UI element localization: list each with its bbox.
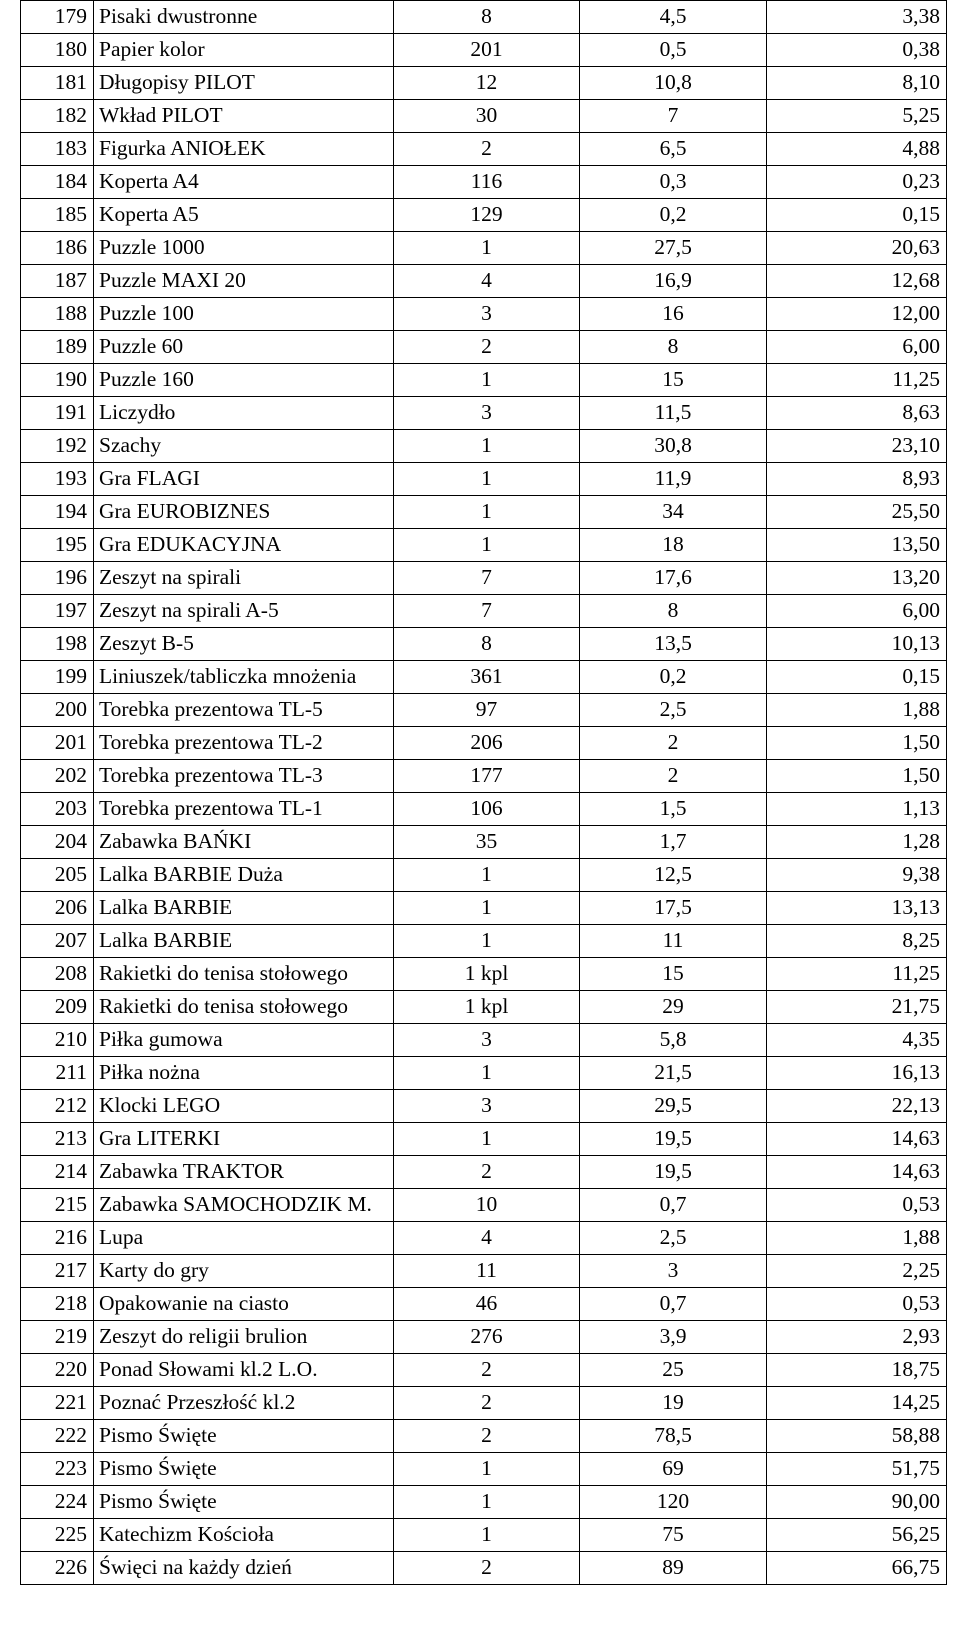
quantity-cell: 1 kpl [394, 958, 580, 991]
row-number-cell: 181 [21, 67, 94, 100]
row-number-cell: 207 [21, 925, 94, 958]
item-name-cell: Ponad Słowami kl.2 L.O. [94, 1354, 394, 1387]
item-name-cell: Liczydło [94, 397, 394, 430]
unit-price-cell: 17,5 [580, 892, 767, 925]
value-cell: 58,88 [767, 1420, 947, 1453]
row-number-cell: 214 [21, 1156, 94, 1189]
unit-price-cell: 0,2 [580, 199, 767, 232]
unit-price-cell: 17,6 [580, 562, 767, 595]
item-name-cell: Piłka nożna [94, 1057, 394, 1090]
quantity-cell: 1 [394, 1123, 580, 1156]
quantity-cell: 97 [394, 694, 580, 727]
value-cell: 8,25 [767, 925, 947, 958]
value-cell: 2,93 [767, 1321, 947, 1354]
table-row [21, 1453, 947, 1486]
row-number-cell: 216 [21, 1222, 94, 1255]
item-name-cell: Zeszyt do religii brulion [94, 1321, 394, 1354]
unit-price-cell: 16,9 [580, 265, 767, 298]
value-cell: 22,13 [767, 1090, 947, 1123]
quantity-cell: 2 [394, 1552, 580, 1585]
item-name-cell: Zabawka BAŃKI [94, 826, 394, 859]
value-cell: 23,10 [767, 430, 947, 463]
table-row [21, 34, 947, 67]
quantity-cell: 7 [394, 595, 580, 628]
table-row [21, 1222, 947, 1255]
item-name-cell: Torebka prezentowa TL-2 [94, 727, 394, 760]
unit-price-cell: 18 [580, 529, 767, 562]
row-number-cell: 200 [21, 694, 94, 727]
row-number-cell: 219 [21, 1321, 94, 1354]
unit-price-cell: 27,5 [580, 232, 767, 265]
row-number-cell: 209 [21, 991, 94, 1024]
row-number-cell: 194 [21, 496, 94, 529]
quantity-cell: 10 [394, 1189, 580, 1222]
quantity-cell: 276 [394, 1321, 580, 1354]
item-name-cell: Puzzle 1000 [94, 232, 394, 265]
value-cell: 1,50 [767, 727, 947, 760]
item-name-cell: Lalka BARBIE [94, 925, 394, 958]
table-row [21, 133, 947, 166]
table-row [21, 595, 947, 628]
row-number-cell: 218 [21, 1288, 94, 1321]
quantity-cell: 1 [394, 364, 580, 397]
item-name-cell: Klocki LEGO [94, 1090, 394, 1123]
item-name-cell: Lupa [94, 1222, 394, 1255]
value-cell: 12,68 [767, 265, 947, 298]
inventory-table-body [21, 1, 947, 1585]
quantity-cell: 11 [394, 1255, 580, 1288]
value-cell: 66,75 [767, 1552, 947, 1585]
value-cell: 6,00 [767, 331, 947, 364]
table-row [21, 760, 947, 793]
table-row [21, 1057, 947, 1090]
row-number-cell: 179 [21, 1, 94, 34]
table-row [21, 1, 947, 34]
table-row [21, 859, 947, 892]
value-cell: 13,20 [767, 562, 947, 595]
unit-price-cell: 13,5 [580, 628, 767, 661]
table-row [21, 364, 947, 397]
item-name-cell: Zeszyt B-5 [94, 628, 394, 661]
value-cell: 18,75 [767, 1354, 947, 1387]
quantity-cell: 116 [394, 166, 580, 199]
item-name-cell: Torebka prezentowa TL-1 [94, 793, 394, 826]
item-name-cell: Rakietki do tenisa stołowego [94, 991, 394, 1024]
quantity-cell: 1 [394, 529, 580, 562]
row-number-cell: 195 [21, 529, 94, 562]
row-number-cell: 188 [21, 298, 94, 331]
row-number-cell: 211 [21, 1057, 94, 1090]
quantity-cell: 1 [394, 859, 580, 892]
unit-price-cell: 0,7 [580, 1189, 767, 1222]
item-name-cell: Rakietki do tenisa stołowego [94, 958, 394, 991]
quantity-cell: 1 kpl [394, 991, 580, 1024]
quantity-cell: 1 [394, 430, 580, 463]
value-cell: 4,88 [767, 133, 947, 166]
table-row [21, 67, 947, 100]
item-name-cell: Torebka prezentowa TL-5 [94, 694, 394, 727]
value-cell: 1,88 [767, 694, 947, 727]
item-name-cell: Puzzle 60 [94, 331, 394, 364]
table-row [21, 430, 947, 463]
item-name-cell: Torebka prezentowa TL-3 [94, 760, 394, 793]
item-name-cell: Gra EUROBIZNES [94, 496, 394, 529]
table-row [21, 1024, 947, 1057]
quantity-cell: 2 [394, 133, 580, 166]
unit-price-cell: 15 [580, 364, 767, 397]
value-cell: 1,28 [767, 826, 947, 859]
row-number-cell: 199 [21, 661, 94, 694]
item-name-cell: Wkład PILOT [94, 100, 394, 133]
item-name-cell: Długopisy PILOT [94, 67, 394, 100]
quantity-cell: 201 [394, 34, 580, 67]
item-name-cell: Koperta A5 [94, 199, 394, 232]
quantity-cell: 8 [394, 628, 580, 661]
value-cell: 20,63 [767, 232, 947, 265]
row-number-cell: 186 [21, 232, 94, 265]
unit-price-cell: 6,5 [580, 133, 767, 166]
table-row [21, 793, 947, 826]
value-cell: 8,63 [767, 397, 947, 430]
row-number-cell: 213 [21, 1123, 94, 1156]
value-cell: 9,38 [767, 859, 947, 892]
row-number-cell: 197 [21, 595, 94, 628]
unit-price-cell: 5,8 [580, 1024, 767, 1057]
table-row [21, 1288, 947, 1321]
table-row [21, 661, 947, 694]
quantity-cell: 4 [394, 1222, 580, 1255]
table-row [21, 397, 947, 430]
table-row [21, 925, 947, 958]
value-cell: 0,53 [767, 1288, 947, 1321]
value-cell: 13,13 [767, 892, 947, 925]
row-number-cell: 223 [21, 1453, 94, 1486]
unit-price-cell: 29 [580, 991, 767, 1024]
item-name-cell: Pismo Święte [94, 1420, 394, 1453]
unit-price-cell: 25 [580, 1354, 767, 1387]
unit-price-cell: 10,8 [580, 67, 767, 100]
table-row [21, 100, 947, 133]
row-number-cell: 196 [21, 562, 94, 595]
quantity-cell: 3 [394, 1024, 580, 1057]
unit-price-cell: 1,5 [580, 793, 767, 826]
item-name-cell: Figurka ANIOŁEK [94, 133, 394, 166]
row-number-cell: 190 [21, 364, 94, 397]
quantity-cell: 1 [394, 925, 580, 958]
unit-price-cell: 3,9 [580, 1321, 767, 1354]
unit-price-cell: 78,5 [580, 1420, 767, 1453]
quantity-cell: 1 [394, 463, 580, 496]
value-cell: 0,23 [767, 166, 947, 199]
table-row [21, 1486, 947, 1519]
table-row [21, 727, 947, 760]
unit-price-cell: 21,5 [580, 1057, 767, 1090]
inventory-table [20, 0, 947, 1585]
table-row [21, 166, 947, 199]
value-cell: 8,93 [767, 463, 947, 496]
item-name-cell: Piłka gumowa [94, 1024, 394, 1057]
quantity-cell: 2 [394, 1387, 580, 1420]
unit-price-cell: 89 [580, 1552, 767, 1585]
unit-price-cell: 0,7 [580, 1288, 767, 1321]
unit-price-cell: 19 [580, 1387, 767, 1420]
item-name-cell: Zabawka TRAKTOR [94, 1156, 394, 1189]
unit-price-cell: 16 [580, 298, 767, 331]
item-name-cell: Gra EDUKACYJNA [94, 529, 394, 562]
value-cell: 4,35 [767, 1024, 947, 1057]
table-row [21, 826, 947, 859]
unit-price-cell: 30,8 [580, 430, 767, 463]
quantity-cell: 30 [394, 100, 580, 133]
table-row [21, 1123, 947, 1156]
row-number-cell: 203 [21, 793, 94, 826]
value-cell: 90,00 [767, 1486, 947, 1519]
row-number-cell: 204 [21, 826, 94, 859]
table-row [21, 331, 947, 364]
value-cell: 13,50 [767, 529, 947, 562]
value-cell: 0,15 [767, 199, 947, 232]
value-cell: 11,25 [767, 364, 947, 397]
quantity-cell: 1 [394, 1453, 580, 1486]
quantity-cell: 4 [394, 265, 580, 298]
item-name-cell: Pismo Święte [94, 1453, 394, 1486]
row-number-cell: 217 [21, 1255, 94, 1288]
unit-price-cell: 2 [580, 727, 767, 760]
unit-price-cell: 12,5 [580, 859, 767, 892]
item-name-cell: Zeszyt na spirali A-5 [94, 595, 394, 628]
quantity-cell: 1 [394, 1486, 580, 1519]
quantity-cell: 8 [394, 1, 580, 34]
table-row [21, 892, 947, 925]
unit-price-cell: 34 [580, 496, 767, 529]
item-name-cell: Pisaki dwustronne [94, 1, 394, 34]
item-name-cell: Gra FLAGI [94, 463, 394, 496]
row-number-cell: 193 [21, 463, 94, 496]
row-number-cell: 185 [21, 199, 94, 232]
quantity-cell: 206 [394, 727, 580, 760]
row-number-cell: 192 [21, 430, 94, 463]
value-cell: 11,25 [767, 958, 947, 991]
row-number-cell: 224 [21, 1486, 94, 1519]
quantity-cell: 1 [394, 1057, 580, 1090]
value-cell: 14,63 [767, 1156, 947, 1189]
value-cell: 1,88 [767, 1222, 947, 1255]
item-name-cell: Opakowanie na ciasto [94, 1288, 394, 1321]
table-row [21, 1519, 947, 1552]
row-number-cell: 184 [21, 166, 94, 199]
quantity-cell: 46 [394, 1288, 580, 1321]
row-number-cell: 187 [21, 265, 94, 298]
value-cell: 6,00 [767, 595, 947, 628]
quantity-cell: 1 [394, 496, 580, 529]
unit-price-cell: 2,5 [580, 694, 767, 727]
quantity-cell: 2 [394, 331, 580, 364]
table-row [21, 298, 947, 331]
unit-price-cell: 0,3 [580, 166, 767, 199]
quantity-cell: 12 [394, 67, 580, 100]
unit-price-cell: 0,2 [580, 661, 767, 694]
item-name-cell: Lalka BARBIE [94, 892, 394, 925]
quantity-cell: 3 [394, 298, 580, 331]
value-cell: 0,53 [767, 1189, 947, 1222]
table-row [21, 1552, 947, 1585]
table-row [21, 628, 947, 661]
unit-price-cell: 69 [580, 1453, 767, 1486]
item-name-cell: Pismo Święte [94, 1486, 394, 1519]
unit-price-cell: 75 [580, 1519, 767, 1552]
row-number-cell: 205 [21, 859, 94, 892]
unit-price-cell: 4,5 [580, 1, 767, 34]
table-row [21, 1156, 947, 1189]
unit-price-cell: 3 [580, 1255, 767, 1288]
quantity-cell: 2 [394, 1420, 580, 1453]
row-number-cell: 206 [21, 892, 94, 925]
value-cell: 14,25 [767, 1387, 947, 1420]
quantity-cell: 129 [394, 199, 580, 232]
row-number-cell: 208 [21, 958, 94, 991]
quantity-cell: 106 [394, 793, 580, 826]
unit-price-cell: 19,5 [580, 1156, 767, 1189]
item-name-cell: Katechizm Kościoła [94, 1519, 394, 1552]
table-row [21, 991, 947, 1024]
value-cell: 0,38 [767, 34, 947, 67]
value-cell: 14,63 [767, 1123, 947, 1156]
row-number-cell: 210 [21, 1024, 94, 1057]
quantity-cell: 1 [394, 232, 580, 265]
item-name-cell: Szachy [94, 430, 394, 463]
value-cell: 1,50 [767, 760, 947, 793]
unit-price-cell: 8 [580, 595, 767, 628]
unit-price-cell: 11,9 [580, 463, 767, 496]
table-row [21, 265, 947, 298]
table-row [21, 694, 947, 727]
table-row [21, 496, 947, 529]
value-cell: 10,13 [767, 628, 947, 661]
quantity-cell: 1 [394, 1519, 580, 1552]
value-cell: 1,13 [767, 793, 947, 826]
item-name-cell: Papier kolor [94, 34, 394, 67]
table-row [21, 199, 947, 232]
quantity-cell: 7 [394, 562, 580, 595]
table-row [21, 232, 947, 265]
quantity-cell: 3 [394, 397, 580, 430]
item-name-cell: Karty do gry [94, 1255, 394, 1288]
unit-price-cell: 0,5 [580, 34, 767, 67]
item-name-cell: Puzzle 100 [94, 298, 394, 331]
item-name-cell: Koperta A4 [94, 166, 394, 199]
row-number-cell: 189 [21, 331, 94, 364]
table-row [21, 1387, 947, 1420]
table-row [21, 529, 947, 562]
value-cell: 16,13 [767, 1057, 947, 1090]
table-row [21, 562, 947, 595]
unit-price-cell: 2 [580, 760, 767, 793]
unit-price-cell: 29,5 [580, 1090, 767, 1123]
quantity-cell: 3 [394, 1090, 580, 1123]
table-row [21, 1189, 947, 1222]
unit-price-cell: 1,7 [580, 826, 767, 859]
item-name-cell: Puzzle 160 [94, 364, 394, 397]
row-number-cell: 221 [21, 1387, 94, 1420]
row-number-cell: 222 [21, 1420, 94, 1453]
row-number-cell: 180 [21, 34, 94, 67]
table-row [21, 958, 947, 991]
value-cell: 12,00 [767, 298, 947, 331]
value-cell: 0,15 [767, 661, 947, 694]
item-name-cell: Liniuszek/tabliczka mnożenia [94, 661, 394, 694]
quantity-cell: 2 [394, 1354, 580, 1387]
unit-price-cell: 11 [580, 925, 767, 958]
quantity-cell: 2 [394, 1156, 580, 1189]
table-row [21, 1321, 947, 1354]
row-number-cell: 201 [21, 727, 94, 760]
row-number-cell: 198 [21, 628, 94, 661]
unit-price-cell: 19,5 [580, 1123, 767, 1156]
table-row [21, 463, 947, 496]
unit-price-cell: 15 [580, 958, 767, 991]
row-number-cell: 220 [21, 1354, 94, 1387]
item-name-cell: Zabawka SAMOCHODZIK M. [94, 1189, 394, 1222]
value-cell: 8,10 [767, 67, 947, 100]
row-number-cell: 215 [21, 1189, 94, 1222]
unit-price-cell: 8 [580, 331, 767, 364]
unit-price-cell: 11,5 [580, 397, 767, 430]
table-row [21, 1354, 947, 1387]
item-name-cell: Święci na każdy dzień [94, 1552, 394, 1585]
value-cell: 25,50 [767, 496, 947, 529]
value-cell: 21,75 [767, 991, 947, 1024]
item-name-cell: Gra LITERKI [94, 1123, 394, 1156]
item-name-cell: Puzzle MAXI 20 [94, 265, 394, 298]
value-cell: 56,25 [767, 1519, 947, 1552]
row-number-cell: 226 [21, 1552, 94, 1585]
unit-price-cell: 7 [580, 100, 767, 133]
row-number-cell: 212 [21, 1090, 94, 1123]
item-name-cell: Zeszyt na spirali [94, 562, 394, 595]
quantity-cell: 35 [394, 826, 580, 859]
unit-price-cell: 2,5 [580, 1222, 767, 1255]
item-name-cell: Lalka BARBIE Duża [94, 859, 394, 892]
quantity-cell: 1 [394, 892, 580, 925]
value-cell: 3,38 [767, 1, 947, 34]
value-cell: 51,75 [767, 1453, 947, 1486]
row-number-cell: 191 [21, 397, 94, 430]
row-number-cell: 183 [21, 133, 94, 166]
quantity-cell: 177 [394, 760, 580, 793]
value-cell: 5,25 [767, 100, 947, 133]
row-number-cell: 202 [21, 760, 94, 793]
table-row [21, 1420, 947, 1453]
table-row [21, 1255, 947, 1288]
quantity-cell: 361 [394, 661, 580, 694]
table-row [21, 1090, 947, 1123]
item-name-cell: Poznać Przeszłość kl.2 [94, 1387, 394, 1420]
row-number-cell: 182 [21, 100, 94, 133]
row-number-cell: 225 [21, 1519, 94, 1552]
unit-price-cell: 120 [580, 1486, 767, 1519]
value-cell: 2,25 [767, 1255, 947, 1288]
